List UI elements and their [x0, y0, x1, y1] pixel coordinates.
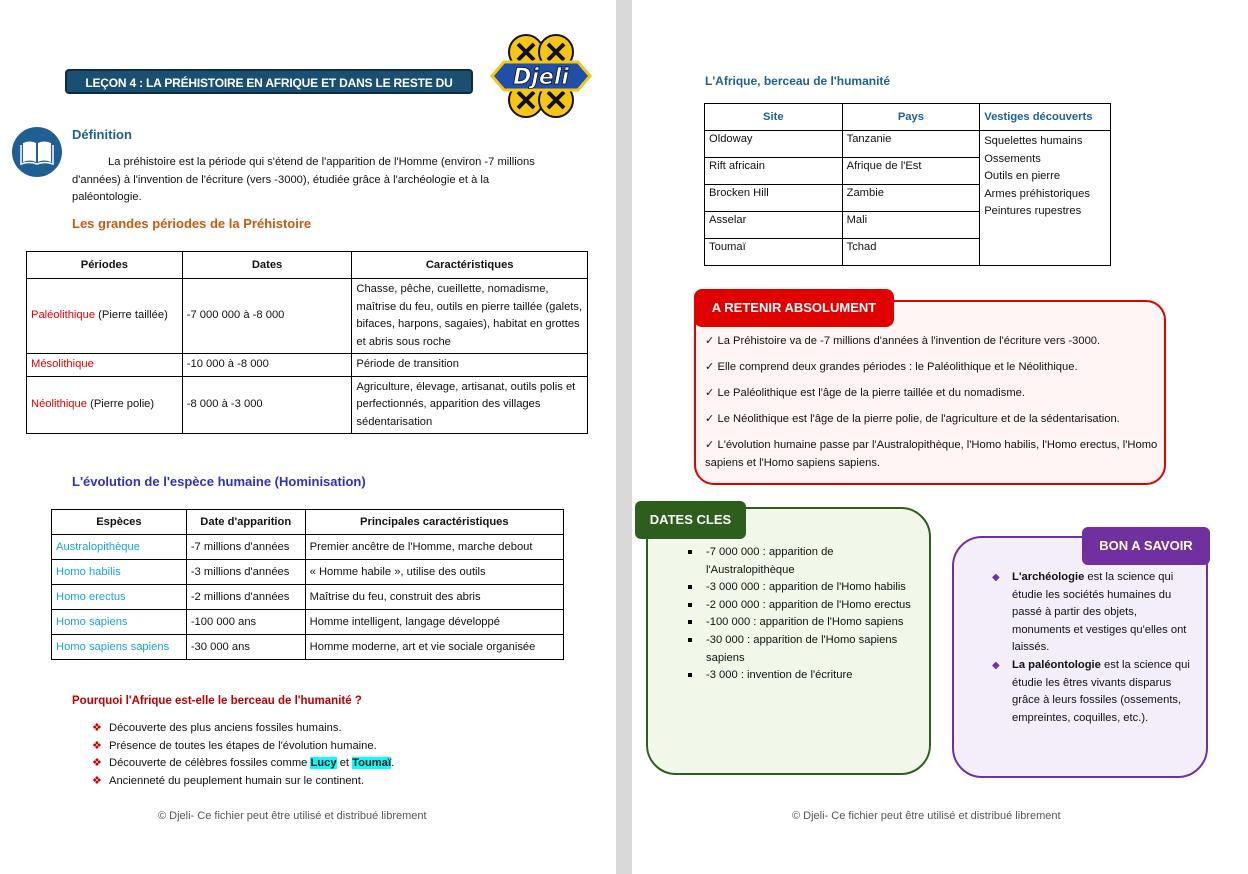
table-row	[52, 610, 564, 635]
evolution-heading: L'évolution de l'espèce humaine (Hominisation)	[72, 474, 366, 489]
features-cell: Maîtrise du feu, construit des abris	[305, 585, 563, 610]
list-item: ✓ Le Paléolithique est l'âge de la pierre taillée et du nomadisme.	[705, 387, 1025, 399]
site-cell: Oldoway	[705, 131, 843, 158]
diamond-bullet-icon: ❖	[92, 774, 102, 787]
savoir-title: BON A SAVOIR	[1082, 527, 1210, 565]
list-item: -3 000 000 : apparition de l'Homo habilis	[688, 579, 913, 597]
date-cell: -2 millions d'années	[186, 585, 305, 610]
book-icon	[11, 126, 63, 178]
species-cell: Homo sapiens sapiens	[52, 635, 187, 660]
table-header-cell: Date d'apparition	[186, 510, 305, 535]
features-cell: Période de transition	[352, 354, 588, 377]
square-bullet-icon	[688, 603, 692, 607]
date-cell: -7 millions d'années	[186, 535, 305, 560]
diamond-bullet-icon: ❖	[92, 757, 102, 769]
highlight-toumai: Toumaï	[352, 757, 392, 769]
date-cell: -100 000 ans	[186, 610, 305, 635]
list-item: ✓ L'évolution humaine passe par l'Australopithèque, l'Homo habilis, l'Homo erectus, l'Homo sapiens et l'Homo sapiens sapiens.	[705, 439, 1158, 469]
country-cell: Mali	[842, 212, 980, 239]
period-cell: Mésolithique	[27, 354, 183, 377]
periods-table	[26, 251, 588, 434]
date-cell: -30 000 ans	[186, 635, 305, 660]
list-item: ◆ L'archéologie est la science qui étudie les sociétés humaines du passé à partir des objets, monuments et vestiges qu'elles ont laissés.	[992, 571, 1187, 654]
table-header-row	[27, 252, 588, 279]
table-row	[705, 131, 1111, 158]
retenir-list	[705, 333, 1160, 481]
features-cell: Homme intelligent, langage développé	[305, 610, 563, 635]
table-header-cell: Vestiges découverts	[980, 104, 1111, 131]
lesson-title: LEÇON 4 : LA PRÉHISTOIRE EN AFRIQUE ET DANS LE RESTE DU MONDE	[65, 69, 473, 94]
table-row	[52, 635, 564, 660]
dates-cell: -8 000 à -3 000	[182, 376, 352, 434]
sites-table	[704, 103, 1111, 266]
arrow-bullet-icon: ◆	[992, 572, 1000, 583]
species-cell: Australopithèque	[52, 535, 187, 560]
list-item: ❖ Découverte des plus anciens fossiles humains.	[92, 720, 394, 738]
site-cell: Asselar	[705, 212, 843, 239]
list-item: ✓ La Préhistoire va de -7 millions d'années à l'invention de l'écriture vers -3000.	[705, 335, 1101, 347]
list-item: ❖ Présence de toutes les étapes de l'évolution humaine.	[92, 738, 394, 756]
table-header-cell: Pays	[842, 104, 980, 131]
square-bullet-icon	[688, 638, 692, 642]
list-item: -30 000 : apparition de l'Homo sapiens sapiens	[688, 632, 913, 667]
vestiges-cell: Squelettes humains Ossements Outils en pierre Armes préhistoriques Peintures rupestres	[980, 131, 1111, 266]
list-item: ❖ Découverte de célèbres fossiles comme Lucy et Toumaï.	[92, 755, 394, 773]
definition-text: La préhistoire est la période qui s'étend de l'apparition de l'Homme (environ -7 millions d'années) à l'invention de l'écriture (vers -3000), étudiée grâce à l'archéologie et à la paléontologie.	[72, 156, 535, 203]
retenir-title: A RETENIR ABSOLUMENT	[694, 289, 894, 327]
site-cell: Toumaï	[705, 239, 843, 266]
page-right	[632, 0, 1248, 874]
table-header-cell: Site	[705, 104, 843, 131]
list-item: ✓ Elle comprend deux grandes périodes : le Paléolithique et le Néolithique.	[705, 361, 1078, 373]
highlight-lucy: Lucy	[310, 757, 337, 769]
period-cell: Paléolithique (Pierre taillée)	[27, 279, 183, 354]
features-cell: Chasse, pêche, cueillette, nomadisme, maîtrise du feu, outils en pierre taillée (galets, bifaces, harpons, sagaies), habitat en grottes et abris sous roche	[352, 279, 588, 354]
list-item: ❖ Ancienneté du peuplement humain sur le continent.	[92, 773, 394, 791]
square-bullet-icon	[688, 550, 692, 554]
dates-title: DATES CLES	[635, 501, 746, 539]
list-item: -7 000 000 : apparition de l'Australopithèque	[688, 544, 913, 579]
table-row	[27, 354, 588, 377]
why-africa-list	[92, 720, 394, 790]
country-cell: Tanzanie	[842, 131, 980, 158]
species-cell: Homo habilis	[52, 560, 187, 585]
djeli-logo	[488, 30, 594, 122]
table-row	[27, 376, 588, 434]
species-cell: Homo erectus	[52, 585, 187, 610]
logo-text: Djeli	[513, 65, 569, 90]
why-africa-heading: Pourquoi l'Afrique est-elle le berceau de l'humanité ?	[72, 695, 362, 707]
page-footer: © Djeli- Ce fichier peut être utilisé et distribué librement	[158, 810, 427, 822]
species-table	[51, 509, 564, 660]
species-cell: Homo sapiens	[52, 610, 187, 635]
list-item: -3 000 : invention de l'écriture	[688, 667, 913, 685]
page-left	[0, 0, 616, 874]
page-footer: © Djeli- Ce fichier peut être utilisé et distribué librement	[792, 810, 1061, 822]
sites-heading: L'Afrique, berceau de l'humanité	[705, 74, 891, 88]
square-bullet-icon	[688, 620, 692, 624]
country-cell: Zambie	[842, 185, 980, 212]
country-cell: Afrique de l'Est	[842, 158, 980, 185]
table-header-cell: Principales caractéristiques	[305, 510, 563, 535]
table-header-cell: Dates	[182, 252, 352, 279]
table-row	[27, 279, 588, 354]
table-row	[52, 585, 564, 610]
list-item: -100 000 : apparition de l'Homo sapiens	[688, 614, 913, 632]
table-row	[52, 535, 564, 560]
site-cell: Rift africain	[705, 158, 843, 185]
dates-list	[688, 544, 913, 685]
features-cell: Homme moderne, art et vie sociale organisée	[305, 635, 563, 660]
table-row	[52, 560, 564, 585]
periods-heading: Les grandes périodes de la Préhistoire	[72, 216, 312, 231]
date-cell: -3 millions d'années	[186, 560, 305, 585]
features-cell: « Homme habile », utilise des outils	[305, 560, 563, 585]
dates-cell: -10 000 à -8 000	[182, 354, 352, 377]
definition-heading: Définition	[72, 127, 132, 142]
table-header-cell: Caractéristiques	[352, 252, 588, 279]
table-header-row	[705, 104, 1111, 131]
arrow-bullet-icon: ◆	[992, 659, 1000, 671]
list-item: ✓ Le Néolithique est l'âge de la pierre polie, de l'agriculture et de la sédentarisation.	[705, 413, 1120, 425]
country-cell: Tchad	[842, 239, 980, 266]
table-header-row	[52, 510, 564, 535]
list-item: -2 000 000 : apparition de l'Homo erectus	[688, 597, 913, 615]
table-header-cell: Périodes	[27, 252, 183, 279]
site-cell: Brocken Hill	[705, 185, 843, 212]
dates-cell: -7 000 000 à -8 000	[182, 279, 352, 354]
features-cell: Premier ancêtre de l'Homme, marche debout	[305, 535, 563, 560]
period-cell: Néolithique (Pierre polie)	[27, 376, 183, 434]
diamond-bullet-icon: ❖	[92, 739, 102, 752]
diamond-bullet-icon: ❖	[92, 722, 102, 734]
features-cell: Agriculture, élevage, artisanat, outils polis et perfectionnés, apparition des villages sédentarisation	[352, 376, 588, 434]
square-bullet-icon	[688, 673, 692, 677]
list-item: ◆ La paléontologie est la science qui étudie les êtres vivants disparus grâce à leurs fossiles (ossements, empreintes, coquilles, etc.).	[992, 658, 1190, 724]
square-bullet-icon	[688, 585, 692, 589]
savoir-list	[992, 569, 1192, 727]
table-header-cell: Espèces	[52, 510, 187, 535]
